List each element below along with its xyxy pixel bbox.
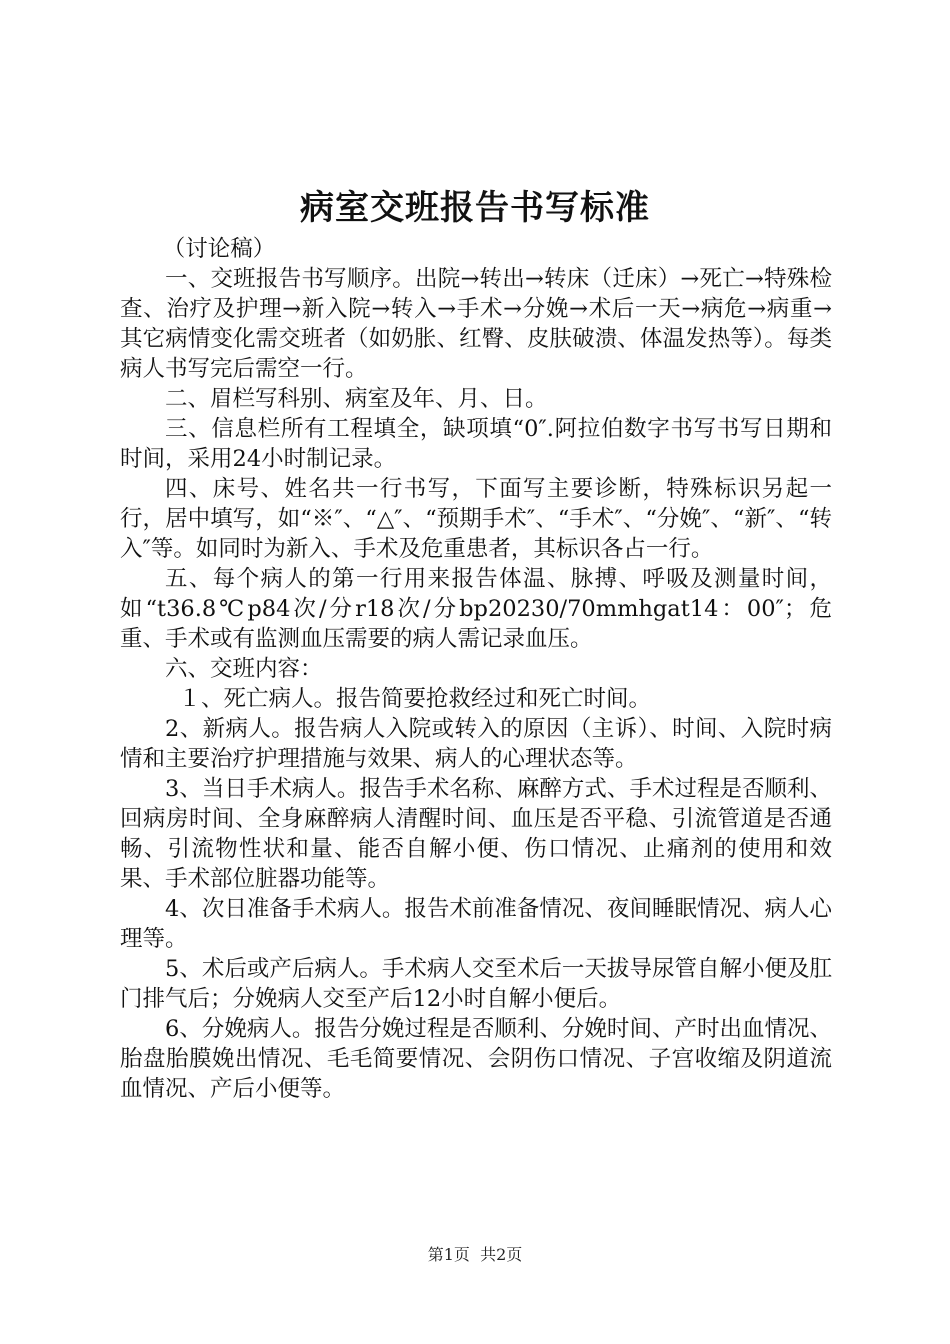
paragraph-bed-name: 四、床号、姓名共一行书写，下面写主要诊断，特殊标识另起一行，居中填写，如“※″、“△″、“预期手术″、“手术″、“分娩″、“新″、“转入″等。如同时为新入、手术及危重患者，其标识各占一行。 (120, 476, 832, 562)
paragraph-header-bar: 二、眉栏写科别、病室及年、月、日。 (165, 386, 548, 412)
paragraph-vital-signs: 五、每个病人的第一行用来报告体温、脉搏、呼吸及测量时间，如“t36.8℃p84次/分r18次/分bp20230/70mmhgat14：00″；危重、手术或有监测血压需要的病人需记录血压。 (120, 566, 832, 652)
list-item-surgery-today: 3、当日手术病人。报告手术名称、麻醉方式、手术过程是否顺利、回病房时间、全身麻醉病人清醒时间、血压是否平稳、引流管道是否通畅、引流物性状和量、能否自解小便、伤口情况、止痛剂的使用和效果、手术部位脏器功能等。 (120, 776, 832, 892)
paragraph-order: 一、交班报告书写顺序。出院→转出→转床（迁床）→死亡→特殊检查、治疗及护理→新入院→转入→手术→分娩→术后一天→病危→病重→其它病情变化需交班者（如奶胀、红臀、皮肤破溃、体温发热等）。每类病人书写完后需空一行。 (120, 266, 832, 382)
paragraph-handover-content: 六、交班内容： (165, 656, 323, 682)
document-body (120, 234, 832, 1104)
list-item-delivery: 6、分娩病人。报告分娩过程是否顺利、分娩时间、产时出血情况、胎盘胎膜娩出情况、毛毛简要情况、会阴伤口情况、子宫收缩及阴道流血情况、产后小便等。 (120, 1016, 832, 1102)
document-subtitle: （讨论稿） (162, 236, 276, 262)
list-item-new-patient: 2、新病人。报告病人入院或转入的原因（主诉）、时间、入院时病情和主要治疗护理措施与效果、病人的心理状态等。 (120, 716, 832, 772)
document-title: 病室交班报告书写标准 (300, 188, 650, 228)
page-number: 第1页 共2页 (427, 1245, 523, 1264)
list-item-surgery-tomorrow: 4、次日准备手术病人。报告术前准备情况、夜间睡眠情况、病人心理等。 (120, 896, 832, 952)
list-item-post-op: 5、术后或产后病人。手术病人交至术后一天拔导尿管自解小便及肛门排气后；分娩病人交至产后12小时自解小便后。 (120, 956, 832, 1012)
page-footer (0, 1245, 950, 1265)
paragraph-info-bar: 三、信息栏所有工程填全，缺项填“0″.阿拉伯数字书写书写日期和时间，采用24小时制记录。 (120, 416, 832, 472)
list-item-deceased: １、死亡病人。报告简要抢救经过和死亡时间。 (178, 686, 652, 712)
